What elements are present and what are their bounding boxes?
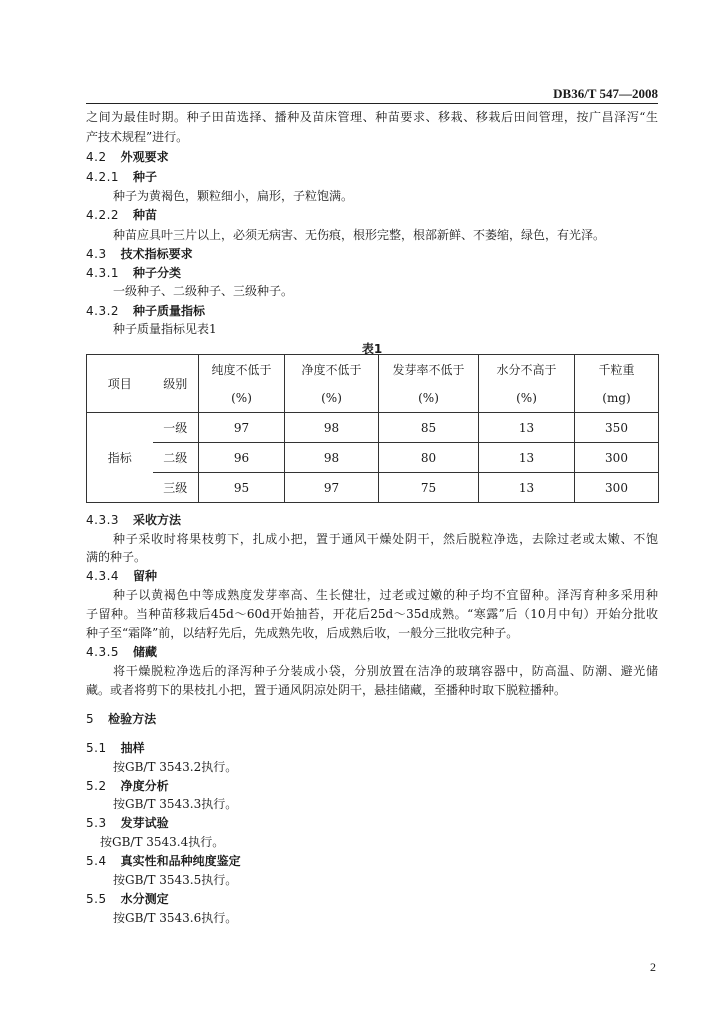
value-cell: 80 — [379, 443, 479, 473]
table-row — [87, 413, 659, 443]
paragraph-line: 按GB/T 3543.5执行。 — [113, 873, 238, 887]
paragraph-line: 按GB/T 3543.2执行。 — [113, 760, 238, 774]
section-number: 4.2 — [86, 150, 107, 164]
header-label: 发芽率不低于 — [392, 362, 465, 377]
header-grade: 级别 — [153, 355, 199, 413]
section-heading-5-1 — [86, 741, 145, 755]
table-header-row — [87, 355, 659, 413]
header-unit: (%) — [231, 390, 252, 405]
seed-quality-table — [86, 354, 659, 503]
header-label: 千粒重 — [598, 362, 635, 377]
section-heading-4-3-5 — [86, 645, 157, 659]
section-title: 技术指标要求 — [120, 247, 193, 261]
header-cleanliness — [285, 355, 379, 413]
section-title: 留种 — [133, 569, 158, 583]
section-number: 5.5 — [86, 892, 107, 906]
grade-cell: 三级 — [153, 473, 199, 503]
paragraph-line: 种子质量指标见表1 — [113, 322, 217, 336]
section-title: 外观要求 — [120, 150, 169, 164]
paragraph-line: 种子采收时将果枝剪下，扎成小把，置于通风干燥处阴干，然后脱粒净选，去除过老或太嫩、不饱 — [113, 532, 658, 546]
value-cell: 350 — [575, 413, 659, 443]
header-moisture — [479, 355, 575, 413]
paragraph-line: 按GB/T 3543.4执行。 — [100, 835, 225, 849]
section-number: 5.1 — [86, 741, 107, 755]
header-item: 项目 — [87, 355, 153, 413]
section-number: 4.3 — [86, 247, 107, 261]
paragraph-line: 种子至“霜降”前，以结籽先后，先成熟先收，后成熟后收，一般分三批收完种子。 — [86, 626, 519, 640]
header-rule — [86, 103, 658, 104]
section-heading-4-3-3 — [86, 513, 181, 527]
value-cell: 97 — [285, 473, 379, 503]
paragraph-line: 种苗应具叶三片以上，必须无病害、无伤痕，根形完整，根部新鲜、不萎缩，绿色，有光泽。 — [113, 228, 606, 242]
standard-code: DB36/T 547—2008 — [553, 86, 658, 101]
header-thousand-weight — [575, 355, 659, 413]
value-cell: 98 — [285, 413, 379, 443]
section-number: 4.3.5 — [86, 645, 120, 659]
paragraph-line: 满的种子。 — [86, 550, 147, 564]
section-title: 水分测定 — [120, 892, 169, 906]
section-title: 真实性和品种纯度鉴定 — [120, 854, 241, 868]
section-heading-5-5 — [86, 892, 169, 906]
value-cell: 300 — [575, 473, 659, 503]
header-purity — [199, 355, 285, 413]
row-group-label: 指标 — [87, 413, 153, 503]
section-heading-4-3-4 — [86, 569, 157, 583]
paragraph-line: 之间为最佳时期。种子田苗选择、播种及苗床管理、种苗要求、移栽、移栽后田间管理，按广昌泽泻“生 — [86, 110, 658, 124]
section-number: 4.3.2 — [86, 304, 120, 318]
value-cell: 300 — [575, 443, 659, 473]
grade-cell: 二级 — [153, 443, 199, 473]
paragraph-line: 按GB/T 3543.6执行。 — [113, 911, 238, 925]
value-cell: 85 — [379, 413, 479, 443]
section-heading-5-2 — [86, 779, 169, 793]
value-cell: 13 — [479, 413, 575, 443]
header-germination — [379, 355, 479, 413]
section-number: 5.4 — [86, 854, 107, 868]
value-cell: 96 — [199, 443, 285, 473]
section-heading-4-2-1 — [86, 170, 157, 184]
section-number: 4.3.3 — [86, 513, 120, 527]
paragraph-line: 种子为黄褐色，颗粒细小，扁形，子粒饱满。 — [113, 189, 354, 203]
section-heading-4-3-1 — [86, 266, 181, 280]
paragraph-line: 藏。或者将剪下的果枝扎小把，置于通风阴凉处阴干，悬挂储藏，至播种时取下脱粒播种。 — [86, 683, 567, 697]
section-number: 5.3 — [86, 816, 107, 830]
table-row — [87, 473, 659, 503]
value-cell: 13 — [479, 443, 575, 473]
value-cell: 13 — [479, 473, 575, 503]
section-heading-4-3 — [86, 247, 193, 261]
section-title: 发芽试验 — [120, 816, 169, 830]
paragraph-line: 按GB/T 3543.3执行。 — [113, 797, 238, 811]
section-heading-5-4 — [86, 854, 241, 868]
section-title: 净度分析 — [120, 779, 169, 793]
section-number: 4.3.4 — [86, 569, 120, 583]
value-cell: 97 — [199, 413, 285, 443]
table-caption: 表1 — [361, 342, 383, 356]
section-title: 种苗 — [133, 208, 158, 222]
section-number: 4.2.1 — [86, 170, 120, 184]
header-unit: (%) — [516, 390, 537, 405]
section-title: 采收方法 — [133, 513, 182, 527]
section-title: 种子质量指标 — [133, 304, 206, 318]
section-title: 检验方法 — [108, 712, 157, 726]
section-heading-5 — [86, 712, 156, 726]
paragraph-line: 子留种。当种苗移栽后45d～60d开始抽苔，开花后25d～35d成熟。“寒露”后（10月中旬）开始分批收 — [86, 607, 658, 621]
section-heading-4-2 — [86, 150, 169, 164]
section-heading-4-3-2 — [86, 304, 205, 318]
section-title: 抽样 — [120, 741, 145, 755]
value-cell: 98 — [285, 443, 379, 473]
paragraph-line: 将干燥脱粒净选后的泽泻种子分装成小袋，分别放置在洁净的玻璃容器中，防高温、防潮、避光储 — [113, 664, 658, 678]
header-unit: (mg) — [602, 390, 631, 405]
paragraph-line: 一级种子、二级种子、三级种子。 — [113, 284, 294, 298]
section-number: 4.3.1 — [86, 266, 120, 280]
header-label: 水分不高于 — [496, 362, 557, 377]
value-cell: 95 — [199, 473, 285, 503]
grade-cell: 一级 — [153, 413, 199, 443]
value-cell: 75 — [379, 473, 479, 503]
section-number: 4.2.2 — [86, 208, 120, 222]
paragraph-line: 种子以黄褐色中等成熟度发芽率高、生长健壮，过老或过嫩的种子均不宜留种。泽泻育种多采用种 — [113, 588, 658, 602]
section-number: 5.2 — [86, 779, 107, 793]
section-title: 种子分类 — [133, 266, 182, 280]
header-unit: (%) — [321, 390, 342, 405]
header-label: 净度不低于 — [301, 362, 362, 377]
page-number: 2 — [650, 960, 656, 974]
header-unit: (%) — [418, 390, 439, 405]
section-heading-4-2-2 — [86, 208, 157, 222]
paragraph-line: 产技术规程”进行。 — [86, 130, 189, 144]
header-label: 纯度不低于 — [211, 362, 272, 377]
section-title: 种子 — [133, 170, 158, 184]
section-title: 储藏 — [133, 645, 158, 659]
section-number: 5 — [86, 712, 95, 726]
section-heading-5-3 — [86, 816, 169, 830]
table-row — [87, 443, 659, 473]
